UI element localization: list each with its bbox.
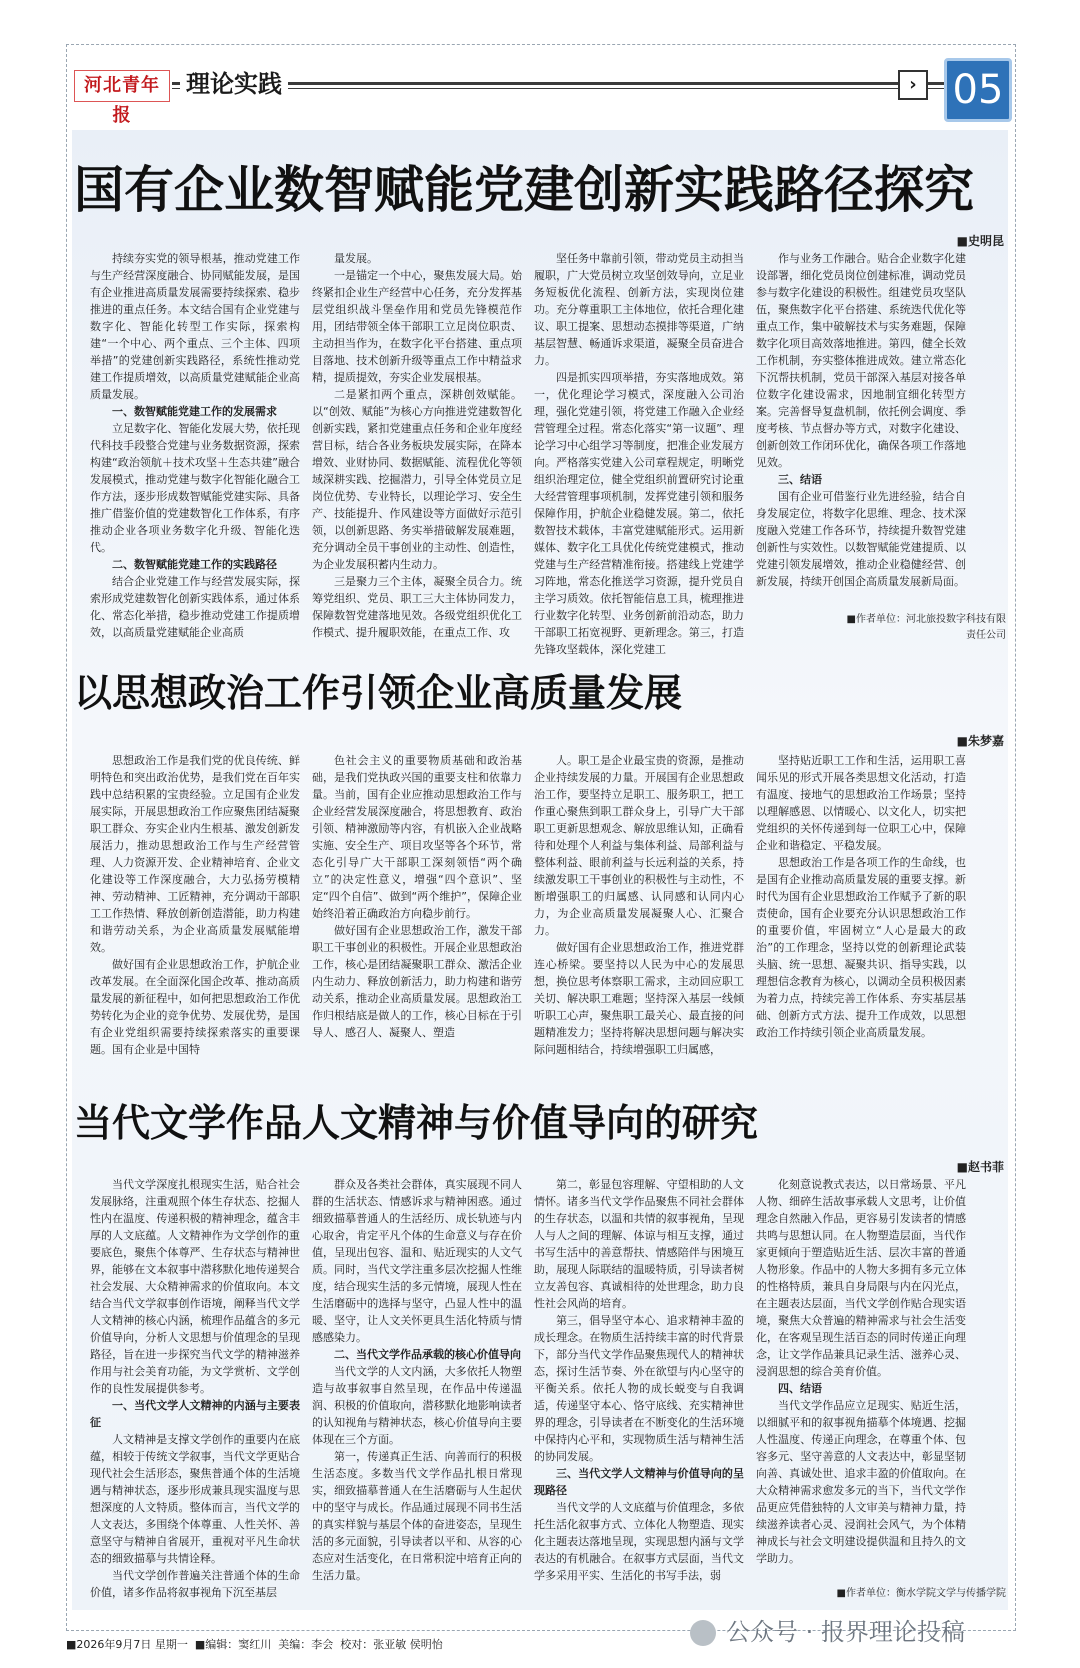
paragraph: 人文精神是支撑文学创作的重要内在底蕴，相较于传统文学叙事，当代文学更贴合现代社会生活形态，聚焦普通个体的生活境遇与精神状态，逐步形成兼具现实温度与思想深度的人文特质。整体而言，当代文学的人文表达，多围绕个体尊重、人性关怀、善意坚守与精神自省展开，重视对平凡生命状态的细致描摹与共情诠释。 <box>90 1433 300 1565</box>
footer-editor: ■编辑：窦红川 <box>194 1638 272 1651</box>
header-rule <box>172 82 947 85</box>
paragraph: 第二，彰显包容理解、守望相助的人文情怀。诸多当代文学作品聚焦不同社会群体的生存状态，以温和共情的叙事视角，呈现人与人之间的理解、体谅与相互支撑，通过书写生活中的善意帮扶、情感陪伴与困境互助，展现人际联结的温暖特质，引导读者树立友善包容、真诚相待的处世理念，助力良性社会风尚的培育。 <box>534 1178 744 1310</box>
paragraph: 三是聚力三个主体，凝聚全员合力。统筹党组织、党员、职工三大主体协同发力，保障数智党建落地见效。各级党组织优化工作模式、提升履职效能，在重点工作、攻 <box>312 575 522 639</box>
section-heading: 二、当代文学作品承载的核心价值导向 <box>334 1348 521 1361</box>
article-1-column-1 <box>90 250 300 660</box>
paragraph: 当代文学创作普遍关注普通个体的生命价值，诸多作品将叙事视角下沉至基层 <box>90 1569 300 1599</box>
article-3-column-3 <box>534 1176 744 1608</box>
paragraph: 思想政治工作是各项工作的生命线，也是国有企业推动高质量发展的重要支撑。新时代为国有企业思想政治工作赋予了新的职责使命，国有企业要充分认识思想政治工作的重要价值，牢固树立“人心是最大的政治”的工作理念，坚持以党的创新理论武装头脑、统一思想、凝聚共识、指导实践，以理想信念教育为核心，以调动全员积极因素为着力点，持续完善工作体系、夯实基层基础、创新方式方法、提升工作成效，以思想政治工作持续引领企业高质量发展。 <box>756 856 966 1039</box>
paragraph: 当代文学深度扎根现实生活，贴合社会发展脉络，注重观照个体生存状态、挖掘人性内在温度、传递积极的精神理念，蕴含丰厚的人文底蕴。人文精神作为文学创作的重要底色，聚焦个体尊严、生存状态与精神世界，能够在文本叙事中潜移默化地传递契合社会发展、大众精神需求的价值取向。本文结合当代文学叙事创作语境，阐释当代文学人文精神的核心内涵，梳理作品蕴含的多元价值导向，分析人文思想与价值理念的呈现路径，旨在进一步探究当代文学的精神滋养作用与社会美育功能，为文学赏析、文学创作的良性发展提供参考。 <box>90 1178 300 1395</box>
section-title: 理论实践 <box>180 68 288 100</box>
paragraph: 做好国有企业思想政治工作，推进党群连心桥梁。要坚持以人民为中心的发展思想，换位思考体察职工需求，主动回应职工关切、解决职工难题；坚持深入基层一线倾听职工心声，聚焦职工最关心、最直接的问题精准发力；坚持将解决思想问题与解决实际问题相结合，持续增强职工归属感， <box>534 941 744 1056</box>
article-2-title: 以思想政治工作引领企业高质量发展 <box>74 671 683 715</box>
paragraph: 结合企业党建工作与经营发展实际，探索形成党建数智化创新实践体系，通过体系化、常态化举措，稳步推动党建工作提质增效，以高质量党建赋能企业高质 <box>90 575 300 639</box>
paragraph: 化刻意说教式表达，以日常场景、平凡人物、细碎生活故事承载人文思考，让价值理念自然融入作品，更容易引发读者的情感共鸣与思想认同。在人物塑造层面，当代作家更倾向于塑造贴近生活、层次丰富的普通人物形象。作品中的人物大多拥有多元立体的性格特质，兼具自身局限与内在闪光点，在主题表达层面，当代文学创作贴合现实语境，聚焦大众普遍的精神需求与社会生活变化，在客观呈现生活百态的同时传递正向理念，让文学作品兼具记录生活、滋养心灵、浸润思想的综合美育价值。 <box>756 1178 966 1378</box>
article-2-column-1 <box>90 752 300 1082</box>
paragraph: 作与业务工作融合。贴合企业数字化建设部署，细化党员岗位创建标准，调动党员参与数字化建设的积极性。组建党员攻坚队伍，聚焦数字化平台搭建、系统迭代优化等重点工作，集中破解技术与实务难题，保障数字化项目高效落地推进。第四，健全长效工作机制，夯实整体推进成效。建立常态化下沉帮扶机制，党员干部深入基层对接各单位数字化建设需求，因地制宜细化转型方案。完善督导复盘机制，依托例会调度、季度考核、节点督办等方式，对数字化建设、创新创效工作闭环优化，确保各项工作落地见效。 <box>756 252 966 469</box>
wechat-icon <box>690 1620 716 1646</box>
article-1-title: 国有企业数智赋能党建创新实践路径探究 <box>74 161 974 219</box>
paragraph: 二是紧扣两个重点，深耕创效赋能。以“创效、赋能”为核心方向推进党建数智化创新实践，紧扣党建重点任务和企业年度经营目标，结合各业务板块发展实际，在降本增效、业财协同、数据赋能、流程优化等领域深耕实践、挖掘潜力，引导全体党员立足岗位优势、专业特长，以理论学习、安全生产、技能提升、作风建设等方面做好示范引领，以创新思路、务实举措破解发展难题，充分调动全员干事创业的主动性、创造性，为企业发展积蓄内生动力。 <box>312 388 522 571</box>
newspaper-logo: 河北青年报 <box>74 70 170 102</box>
footer-designer: 美编：李会 <box>278 1638 334 1651</box>
article-2-column-2 <box>312 752 522 1082</box>
paragraph: 人。职工是企业最宝贵的资源，是推动企业持续发展的力量。开展国有企业思想政治工作，要坚持立足职工、服务职工，把工作重心聚焦到职工群众身上，引导广大干部职工更新思想观念、解放思维认知，正确看待和处理个人利益与集体利益、局部利益与整体利益、眼前利益与长远利益的关系，持续激发职工干事创业的积极性与主动性，不断增强职工的归属感、认同感和认同内心力，为企业高质量发展凝聚人心、汇聚合力。 <box>534 754 744 937</box>
page-footer <box>66 1636 443 1652</box>
chevron-right-icon: › <box>898 70 928 100</box>
article-3-title: 当代文学作品人文精神与价值导向的研究 <box>74 1101 759 1145</box>
section-heading: 一、当代文学人文精神的内涵与主要表征 <box>90 1399 300 1429</box>
paragraph: 思想政治工作是我们党的优良传统、鲜明特色和突出政治优势，是我们党在百年实践中总结积累的宝贵经验。立足国有企业发展实际，开展思想政治工作应聚焦团结凝聚职工群众、夯实企业内生根基、激发创新发展活力，推动思想政治工作与生产经营管理、人力资源开发、企业精神培育、企业文化建设等工作深度融合，大力弘扬劳模精神、劳动精神、工匠精神，充分调动干部职工工作热情、释放创新创造潜能，助力构建和谐劳动关系，为企业高质量发展赋能增效。 <box>90 754 300 954</box>
paragraph: 坚任务中靠前引领，带动党员主动担当履职，广大党员树立攻坚创效导向，立足业务短板优化流程、创新方法，实现岗位建功。充分尊重职工主体地位，依托合理化建议、职工提案、思想动态摸排等渠道，广纳基层智慧、畅通诉求渠道，凝聚全员奋进合力。 <box>534 252 744 367</box>
paragraph: 四是抓实四项举措，夯实落地成效。第一，优化理论学习模式，深度融入公司治理，强化党建引领，将党建工作融入企业经营管理全过程。常态化落实“第一议题”、理论学习中心组学习等制度，把准企业发展方向。严格落实党建入公司章程规定，明晰党组织治理定位，健全党组织前置研究讨论重大经营管理事项机制，发挥党建引领和服务保障作用，护航企业稳健发展。第二，依托数智技术载体，丰富党建赋能形式。运用新媒体、数字化工具优化传统党建模式，推动党建与生产经营精准衔接。搭建线上党建学习阵地，常态化推送学习资源，提升党员自主学习质效。依托智能信息工具，梳理推进行业数字化转型、业务创新前沿动态，助力干部职工拓宽视野、更新理念。第三，打造先锋攻坚载体，深化党建工 <box>534 371 744 656</box>
watermark-text: 公众号 · 报界理论投稿 <box>726 1618 965 1646</box>
paragraph: 第一，传递真正生活、向善而行的积极生活态度。多数当代文学作品扎根日常现实，细致描摹普通人在生活磨砺与人生起伏中的坚守与成长。作品通过展现不同书生活的真实样貌与基层个体的奋进姿态，呈现生活的多元面貌，引导读者以平和、从容的心态应对生活变化，在日常积淀中培育正向的生活力量。 <box>312 1450 522 1582</box>
article-2-column-3 <box>534 752 744 1082</box>
paragraph: 第三，倡导坚守本心、追求精神丰盈的成长理念。在物质生活持续丰富的时代背景下，部分当代文学作品聚焦现代人的精神状态，探讨生活节奏、外在欲望与内心坚守的平衡关系。依托人物的成长蜕变与自我调适，传递坚守本心、恪守底线、充实精神世界的理念，引导读者在不断变化的生活环境中保持内心平和，实现物质生活与精神生活的协同发展。 <box>534 1314 744 1463</box>
paragraph: 持续夯实党的领导根基，推动党建工作与生产经营深度融合、协同赋能发展，是国有企业推进高质量发展需要持续探索、稳步推进的重点任务。本文结合国有企业党建与数字化、智能化转型工作实际，探索构建“一个中心、两个重点、三个主体、四项举措”的党建创新实践路径，系统性推动党建工作提质增效，以高质量党建赋能企业高质量发展。 <box>90 252 300 401</box>
section-heading: 二、数智赋能党建工作的实践路径 <box>112 558 277 571</box>
section-heading: 四、结语 <box>778 1382 822 1395</box>
page-header <box>68 58 1008 126</box>
article-1-column-2 <box>312 250 522 660</box>
article-3-column-4 <box>756 1176 966 1608</box>
paragraph: 群众及各类社会群体，真实展现不同人群的生活状态、情感诉求与精神困惑。通过细致描摹普通人的生活经历、成长轨迹与内心取舍，肯定平凡个体的生命意义与存在价值，呈现出包容、温和、贴近现实的人文气质。同时，当代文学注重多层次挖掘人性维度，结合现实生活的多元情境，展现人性在生活磨砺中的选择与坚守，凸显人性中的温暖、坚守，让人文关怀更具生活化特质与情感感染力。 <box>312 1178 522 1344</box>
section-heading: 一、数智赋能党建工作的发展需求 <box>112 405 277 418</box>
article-1-author: ■史明昆 <box>956 234 1004 248</box>
paragraph: 当代文学的人文底蕴与价值理念，多依托生活化叙事方式、立体化人物塑造、现实化主题表达落地呈现，实现思想内涵与文学表达的有机融合。在叙事方式层面，当代文学多采用平实、生活化的书写手法，弱 <box>534 1501 744 1582</box>
section-heading: 三、当代文学人文精神与价值导向的呈现路径 <box>534 1467 744 1497</box>
footer-proof: 校对：张亚敏 侯明怡 <box>340 1638 443 1651</box>
watermark <box>690 1612 965 1647</box>
article-3-affiliation: ■作者单位：衡水学院文学与传播学院 <box>836 1588 1006 1599</box>
article-3-author: ■赵书菲 <box>956 1160 1004 1174</box>
paragraph: 色社会主义的重要物质基础和政治基础，是我们党执政兴国的重要支柱和依靠力量。当前，国有企业应推动思想政治工作与企业经营发展深度融合，将思想教育、政治引领、精神激励等内容，有机嵌入企业战略实施、安全生产、项目攻坚等各个环节，常态化引导广大干部职工深刻领悟“两个确立”的决定性意义，增强“四个意识”、坚定“四个自信”、做到“两个维护”，保障企业始终沿着正确政治方向稳步前行。 <box>312 754 522 920</box>
paragraph: 当代文学的人文内涵，大多依托人物塑造与故事叙事自然呈现，在作品中传递温润、积极的价值取向，潜移默化地影响读者的认知视角与精神状态，核心价值导向主要体现在三个方面。 <box>312 1365 522 1446</box>
article-3-column-2 <box>312 1176 522 1608</box>
paragraph: 立足数字化、智能化发展大势，依托现代科技手段整合党建与业务数据资源，探索构建“政治领航＋技术攻坚＋生态共建”融合发展模式，推动党建与数字化智能化融合工作方法，逐步形成数智赋能党建实际、具备推广借鉴价值的党建数智化工作体系，有序推动企业各项业务数字化升级、智能化迭代。 <box>90 422 300 554</box>
article-3-column-1 <box>90 1176 300 1608</box>
article-1-column-4 <box>756 250 966 660</box>
paragraph: 做好国有企业思想政治工作，护航企业改革发展。在全面深化国企改革、推动高质量发展的新征程中，如何把思想政治工作优势转化为企业的竞争优势、发展优势，是国有企业党组织需要持续探索落实的重要课题。国有企业是中国特 <box>90 958 300 1056</box>
paragraph: 坚持贴近职工工作和生活，运用职工喜闻乐见的形式开展各类思想文化活动，打造有温度、接地气的思想政治工作场景；坚持以理解感恩、以情暖心、以文化人，切实把党组织的关怀传递到每一位职工心中，保障企业和谐稳定、平稳发展。 <box>756 754 966 852</box>
paragraph: 做好国有企业思想政治工作，激发干部职工干事创业的积极性。开展企业思想政治工作，核心是团结凝聚职工群众、激活企业内生动力、释放创新活力，助力构建和谐劳动关系，推动企业高质量发展。思想政治工作归根结底是做人的工作，核心目标在于引导人、感召人、凝聚人、塑造 <box>312 924 522 1039</box>
paragraph: 国有企业可借鉴行业先进经验，结合自身发展定位，将数字化思维、理念、技术深度融入党建工作各环节，持续提升数智党建创新性与实效性。以数智赋能党建提质、以党建引领发展增效，推动企业稳健经营、创新发展，持续开创国企高质量发展新局面。 <box>756 490 966 588</box>
page-number: 05 <box>944 58 1012 122</box>
paragraph: 量发展。 <box>334 252 378 265</box>
paragraph: 当代文学作品应立足现实、贴近生活，以细腻平和的叙事视角描摹个体境遇、挖掘人性温度、传递正向理念，在尊重个体、包容多元、坚守善意的人文表达中，彰显坚韧向善、真诚处世、追求丰盈的价值取向。在大众精神需求愈发多元的当下，当代文学作品更应凭借独特的人文审美与精神力量，持续滋养读者心灵、浸润社会风气，为个体精神成长与社会文明建设提供温和且持久的文学助力。 <box>756 1399 966 1565</box>
section-heading: 三、结语 <box>778 473 822 486</box>
article-2-column-4 <box>756 752 966 1082</box>
article-2-author: ■朱梦嘉 <box>956 734 1004 748</box>
header-rule-thin <box>172 88 947 89</box>
footer-date: ■2026年9月7日 星期一 <box>66 1638 188 1651</box>
article-1-column-3 <box>534 250 744 660</box>
paragraph: 一是锚定一个中心，聚焦发展大局。始终紧扣企业生产经营中心任务，充分发挥基层党组织战斗堡垒作用和党员先锋模范作用，团结带领全体干部职工立足岗位职责、主动担当作为，在数字化平台搭建、重点项目落地、技术创新升级等重点工作中精益求精，提质提效，夯实企业发展根基。 <box>312 269 522 384</box>
article-1-affiliation: ■作者单位：河北旅投数字科技有限责任公司 <box>846 614 1006 641</box>
